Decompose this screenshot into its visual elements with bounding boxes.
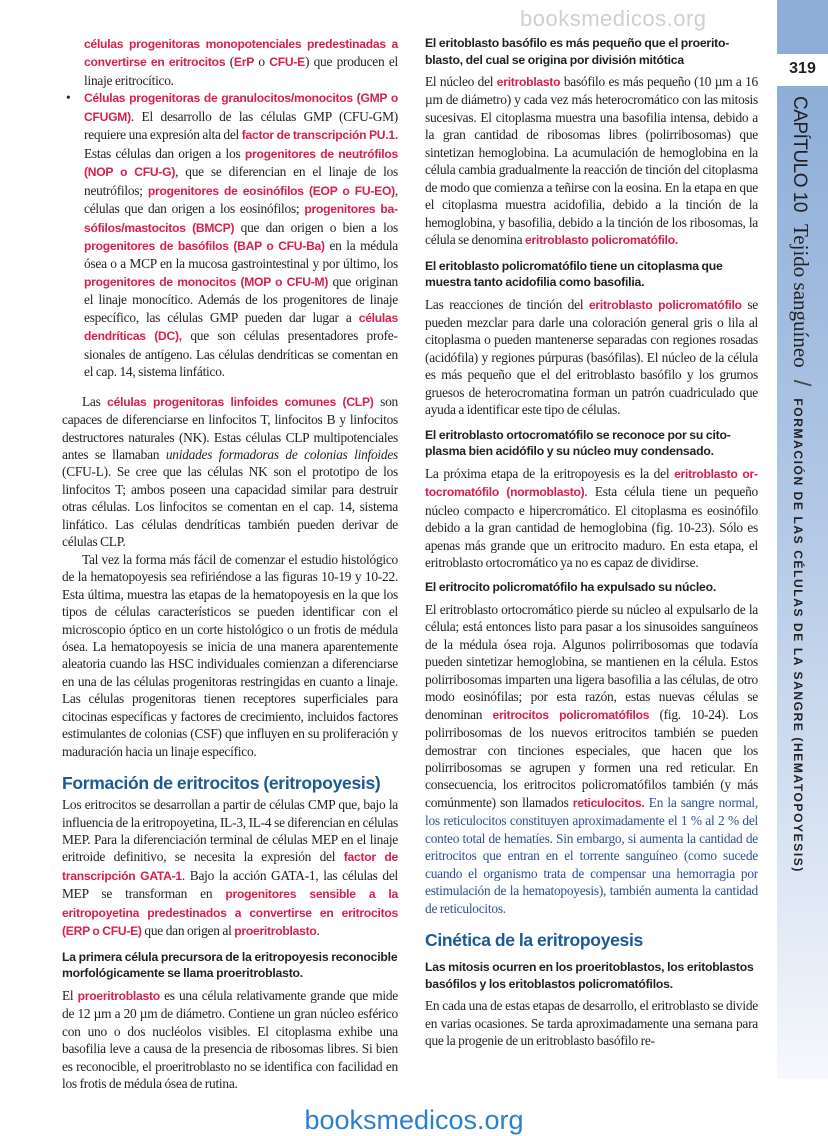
key-term: progenitores basófilos/mastocitos (BMCP): [84, 202, 398, 235]
text-run: El eritroblasto ortocromático pierde su núcleo al expulsarlo de la célula; está entonces listo para pasar a los sinusoides sanguíneos de la médula ósea roja. Algunos polirribosomas que todavía pueden sintetizar hemoglobina, se mantienen en la célula. Estos polirribosomas imparten una ligera basofilia a las células, de otro modo eosinófilas; por esta razón, estas nuevas células se denominan: [425, 601, 758, 722]
section-title: FORMACIÓN DE LAS CÉLULAS DE LA SANGRE (HEMATOPOYESIS): [791, 398, 805, 873]
text-run: En cada una de estas etapas de desarrollo, el eritroblasto se divide en varias ocasiones. Se tarda aproximadamente una semana para que la progenie de un eritroblasto basófilo re-: [425, 998, 758, 1048]
text-run: o: [254, 54, 270, 70]
text-run: . Bajo la acción GATA-1, las células del MEP se transforman en: [62, 867, 398, 902]
separator: /: [788, 379, 815, 387]
text-run: . El desarrollo de las células GMP (CFU-GM) requiere una expresión alta del: [84, 108, 398, 143]
paragraph: [425, 465, 758, 572]
text-run: La próxima etapa de la eritropoyesis es la del: [425, 465, 675, 481]
key-term: Células progenitoras de granulocitos/monocitos (GMP o CFUGM): [84, 91, 398, 124]
paragraph: [62, 796, 398, 941]
text-run: .: [316, 923, 320, 939]
text-run: El eritrocito policromatófilo ha expulsado su núcleo.: [425, 580, 717, 595]
text-run: que dan origen al: [141, 923, 235, 939]
chapter-tab: [777, 0, 828, 54]
paragraph: [425, 997, 758, 1049]
text-run: El eritoblasto basófilo es más pequeño que el proeritoblasto, del cual se origina por división mitótica: [425, 36, 730, 67]
right-column: [425, 35, 758, 1049]
text-run: Los eritrocitos se desarrollan a partir de células CMP que, bajo la influencia de la eritropoyetina, IL-3, IL-4 se diferencian en células MEP. Para la diferenciación terminal de células MEP en el linaje eritroide definitivo, se necesita la expresión del: [62, 797, 398, 865]
key-term: progenitores de eosinófilos (EOP o FU-EO): [147, 183, 395, 198]
key-term: progenitores de monocitos (MOP o CFU-M): [84, 274, 329, 289]
paragraph: [425, 73, 758, 250]
key-term: células progenitoras monopotenciales predestinadas a convertirse en eritrocitos: [84, 37, 398, 70]
text-run: La primera célula precursora de la eritropoyesis reconocible morfológicamente se llama proeritroblasto.: [62, 949, 398, 981]
key-term: progenitores de neutrófilos (NOP o CFU-G): [84, 146, 398, 180]
text-run: Tal vez la forma más fácil de comenzar el estudio histológico de la hematopoyesis sea refiriéndose a las figuras 10-19 y 10-22. Esta última, muestra las etapas de la hematopoyesis en la que los tipos de células característicos se pueden identificar con el microscopio óptico en un corte histológico o un frotis de médula ósea. La hematopoyesis se inicia de una manera aparentemente aleatoria cuando las HSC individuales comienzan a diferenciarse en una de las células progenitoras restringidas en cuanto a linaje. Las células progenitoras tienen receptores superficiales para citocinas específicas y factores de crecimiento, incluidos factores estimulantes de colonias (CSF) que influyen en su proliferación y maduración hacia un linaje específico.: [62, 551, 398, 759]
key-term: proeritroblasto: [234, 924, 317, 939]
text-run: . Esta célula tiene un pequeño núcleo compacto e hipercromático. El citoplasma es eosinófilo debido a la gran cantidad de hemoglobina (fig. 10-23). Sólo es apenas más grande que un eritrocito maduro. En esta etapa, el eritroblasto ortocromático ya no es capaz de dividirse.: [425, 484, 758, 570]
paragraph: [425, 601, 758, 917]
key-term: proeritroblasto: [77, 988, 160, 1003]
text-run: es una célula relativamente grande que mide de 12 µm a 20 µm de diámetro. Contiene un gran núcleo esférico con uno o dos nucléolos visibles. El citoplasma exhibe una basofilia leve a causa de la presencia de ribosomas libres. Si bien es reconocible, el proeritroblasto no se identifica con facilidad en los frotis de médula ósea de rutina.: [62, 987, 398, 1092]
subheading: [425, 258, 758, 291]
text-run: El eritroblasto ortocromatófilo se reconoce por su citoplasma bien acidófilo y su núcleo muy condensado.: [425, 427, 731, 459]
key-term: células dendríticas (DC),: [84, 310, 398, 344]
text-run: (fig. 10-24). Los polirribosomas de los nuevos eritrocitos también se pueden demostrar con tinciones especiales, que hacen que los polirribosomas se agrupen y formen una red reticular. En consecuencia, los eritrocitos policromatófilos también (y más comúnmente) son llamados: [425, 706, 758, 810]
key-term: CFU-E: [269, 55, 305, 70]
key-term: ErP: [233, 55, 255, 70]
text-run: (CFU-L). Se cree que las células NK son el prototipo de los linfocitos T; ambos poseen una capacidad similar para destruir otras células. Los linfocitos se comentan en el cap. 14, sistema linfático. Las células dendríticas también pueden derivar de células CLP.: [62, 464, 398, 550]
text-run: El núcleo del: [425, 74, 497, 89]
text-run: en la médula ósea o a MCP en la mucosa gastrointestinal y por último, los: [84, 237, 398, 272]
key-term: reticulocitos.: [572, 795, 645, 810]
watermark-top: booksmedicos.org: [520, 6, 707, 31]
key-term: progenitores de basófilos (BAP o CFU-Ba): [84, 238, 325, 253]
page-number: 319: [789, 60, 816, 77]
key-term: eritroblasto policromatófilo: [588, 297, 742, 312]
text-run: El eritoblasto policromatófilo tiene un citoplasma que muestra tanto acidofilia como basofilia.: [425, 258, 723, 290]
section-heading: [425, 929, 758, 951]
chapter-title: Tejido sanguíneo: [789, 223, 813, 368]
text-run: que originan el linaje monocítico. Además de los progenitores de linaje específico, las células GMP pueden dar lugar a: [84, 273, 398, 325]
key-term: eritroblasto: [496, 75, 561, 89]
text-run: Cinética de la eritropoyesis: [425, 930, 643, 951]
text-run: , células que dan origen a los eosinófilos;: [84, 182, 398, 217]
key-term: eritrocitos policromatófilos: [492, 707, 650, 722]
text-run: se pueden mezclar para darle una coloración general gris o lila al citoplasma o pueden mantenerse separadas con regiones rosadas (acidófila) y regiones púrpuras (basófilas). El núcleo de la célula es más pequeño que el del eritroblasto basófilo y los grumos gruesos de heterocromatina forman un patrón cuadriculado que ayuda a identificar este tipo de células.: [425, 296, 758, 418]
watermark-link[interactable]: booksmedicos.org: [304, 1105, 524, 1135]
key-term: factor de transcripción PU.1.: [241, 128, 398, 143]
text-run: son capaces de diferenciarse en linfocitos T, linfocitos B y linfocitos destructores naturales (NK). Estas células CLP multipotenciales antes se llamaban: [62, 393, 398, 462]
text-run: , que se diferencian en el linaje de los neutrófilos;: [84, 164, 398, 198]
text-run: El: [62, 987, 78, 1003]
key-term: eritroblasto policromatófilo.: [525, 233, 678, 248]
paragraph: [425, 296, 758, 419]
paragraph: [62, 987, 398, 1093]
text-run: Estas células dan origen a los: [84, 145, 245, 161]
text-run: que dan origen o bien a los: [234, 219, 398, 235]
running-header: [787, 96, 815, 873]
subheading: [425, 579, 758, 596]
subheading: [425, 35, 758, 68]
key-term: progenitores sensible a la eritropoyetina predestinados a convertirse en eritrocitos (ERP o CFU-E): [62, 887, 398, 939]
text-run: Formación de eritrocitos (eritropoyesis): [62, 773, 381, 794]
section-heading: [62, 772, 398, 794]
paragraph: [62, 35, 398, 89]
text-run: Las reacciones de tinción del: [425, 296, 589, 312]
subheading: [62, 949, 398, 982]
text-run: basófilo es más pequeño (10 µm a 16 µm de diámetro) y cada vez más heterocromático con las mitosis sucesivas. El citoplasma muestra una basofilia intensa, debido a la gran cantidad de ribosomas libres (polirribosomas) que sintetizan hemoglobina. La acumulación de hemoglobina en la célula cambia gradualmente la reacción de tinción del citoplasma de modo que comienza a teñirse con la eosina. En la etapa en que el citoplasma muestra acidofilia, debido a la tinción de la hemoglobina, y basofilia, debido a la tinción de los ribosomas, la célula se denomina: [425, 74, 759, 248]
text-run: En la sangre normal, los reticulocitos constituyen aproximadamente el 1 % al 2 % del conteo total de hematíes. Sin embargo, si aumenta la cantidad de eritrocitos que entran en el torrente sanguíneo (como sucede cuando el organismo trata de compensar una hemorragia por estimulación de la hematopoyesis), también aumenta la cantidad de reticulocitos.: [425, 794, 758, 916]
text-run: Las mitosis ocurren en los proeritoblastos, los eritoblastos basófilos y los eritoblastos policromatófilos.: [425, 960, 754, 991]
text-run: que son células presentadores profesionales de antígeno. Las células dendríticas se comentan en el cap. 14, sistema linfático.: [84, 328, 398, 380]
list-item: [62, 89, 398, 380]
text-run: (: [225, 54, 234, 70]
key-term: células progenitoras linfoides comunes (CLP): [107, 394, 374, 409]
key-term: factor de transcripción GATA-1: [62, 850, 398, 883]
subheading: [425, 427, 758, 460]
left-column: [62, 35, 398, 1092]
text-run: ) que producen el linaje eritrocítico.: [84, 54, 398, 88]
paragraph: [62, 551, 398, 760]
key-term: eritroblasto ortocromatófilo (normoblasto): [425, 466, 758, 500]
subheading: [425, 959, 758, 992]
paragraph: [62, 393, 398, 551]
text-run: Las: [82, 393, 108, 409]
text-run: unidades formadoras de colonias linfoides: [165, 446, 399, 462]
chapter-number: CAPÍTULO 10: [789, 96, 810, 212]
